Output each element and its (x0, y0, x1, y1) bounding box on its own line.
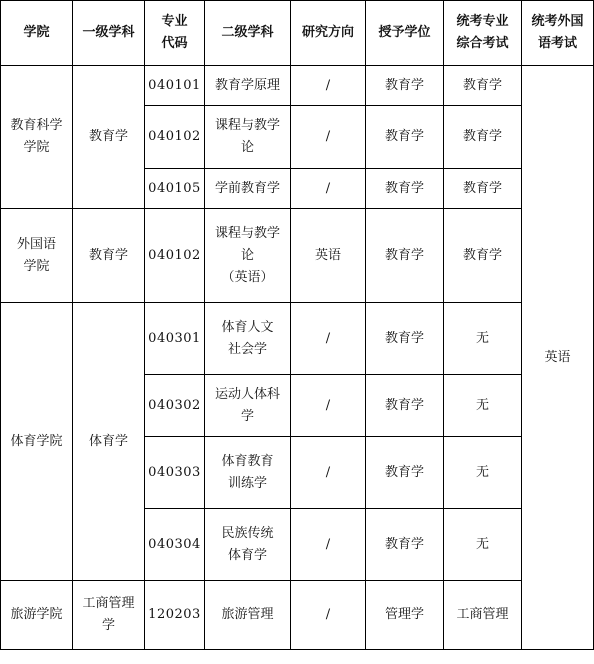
degree-cell: 教育学 (366, 303, 444, 375)
research-direction-cell: / (291, 437, 366, 509)
second-discipline-cell: 学前教育学 (205, 169, 291, 209)
research-direction-cell: / (291, 169, 366, 209)
unified-exam-cell: 无 (444, 509, 522, 581)
major-code-cell: 120203 (145, 581, 205, 650)
first-discipline-cell: 工商管理 学 (73, 581, 145, 650)
research-direction-cell: / (291, 303, 366, 375)
research-direction-cell: / (291, 106, 366, 169)
header-college: 学院 (1, 1, 73, 66)
unified-exam-cell: 教育学 (444, 106, 522, 169)
research-direction-cell: / (291, 375, 366, 437)
research-direction-cell: / (291, 581, 366, 650)
first-discipline-cell: 教育学 (73, 66, 145, 209)
first-discipline-cell: 体育学 (73, 303, 145, 581)
unified-exam-cell: 工商管理 (444, 581, 522, 650)
header-second-discipline: 二级学科 (205, 1, 291, 66)
table-row (1, 66, 594, 106)
unified-exam-cell: 无 (444, 375, 522, 437)
major-code-cell: 040302 (145, 375, 205, 437)
unified-exam-cell: 教育学 (444, 66, 522, 106)
college-cell: 旅游学院 (1, 581, 73, 650)
header-unified-exam: 统考专业 综合考试 (444, 1, 522, 66)
major-code-cell: 040102 (145, 106, 205, 169)
second-discipline-cell: 课程与教学 论 (205, 106, 291, 169)
major-code-cell: 040102 (145, 209, 205, 303)
header-research-direction: 研究方向 (291, 1, 366, 66)
second-discipline-cell: 体育人文 社会学 (205, 303, 291, 375)
degree-cell: 教育学 (366, 437, 444, 509)
research-direction-cell: / (291, 66, 366, 106)
unified-exam-cell: 教育学 (444, 169, 522, 209)
header-major-code: 专业 代码 (145, 1, 205, 66)
unified-exam-cell: 无 (444, 303, 522, 375)
second-discipline-cell: 课程与教学 论 （英语） (205, 209, 291, 303)
major-code-cell: 040304 (145, 509, 205, 581)
college-cell: 外国语 学院 (1, 209, 73, 303)
second-discipline-cell: 体育教育 训练学 (205, 437, 291, 509)
second-discipline-cell: 民族传统 体育学 (205, 509, 291, 581)
table-row (1, 209, 594, 303)
second-discipline-cell: 教育学原理 (205, 66, 291, 106)
research-direction-cell: 英语 (291, 209, 366, 303)
table-row (1, 581, 594, 650)
second-discipline-cell: 运动人体科 学 (205, 375, 291, 437)
second-discipline-cell: 旅游管理 (205, 581, 291, 650)
major-code-cell: 040303 (145, 437, 205, 509)
unified-exam-cell: 无 (444, 437, 522, 509)
major-code-cell: 040105 (145, 169, 205, 209)
college-cell: 教育科学 学院 (1, 66, 73, 209)
degree-cell: 教育学 (366, 209, 444, 303)
header-foreign-language-exam: 统考外国 语考试 (522, 1, 594, 66)
degree-cell: 管理学 (366, 581, 444, 650)
major-code-cell: 040301 (145, 303, 205, 375)
research-direction-cell: / (291, 509, 366, 581)
degree-cell: 教育学 (366, 375, 444, 437)
foreign-language-exam-cell: 英语 (522, 66, 594, 650)
first-discipline-cell: 教育学 (73, 209, 145, 303)
degree-cell: 教育学 (366, 169, 444, 209)
header-first-discipline: 一级学科 (73, 1, 145, 66)
unified-exam-cell: 教育学 (444, 209, 522, 303)
college-cell: 体育学院 (1, 303, 73, 581)
header-row (1, 1, 594, 66)
table-row (1, 303, 594, 375)
header-degree: 授予学位 (366, 1, 444, 66)
degree-cell: 教育学 (366, 509, 444, 581)
degree-cell: 教育学 (366, 106, 444, 169)
degree-cell: 教育学 (366, 66, 444, 106)
major-code-cell: 040101 (145, 66, 205, 106)
